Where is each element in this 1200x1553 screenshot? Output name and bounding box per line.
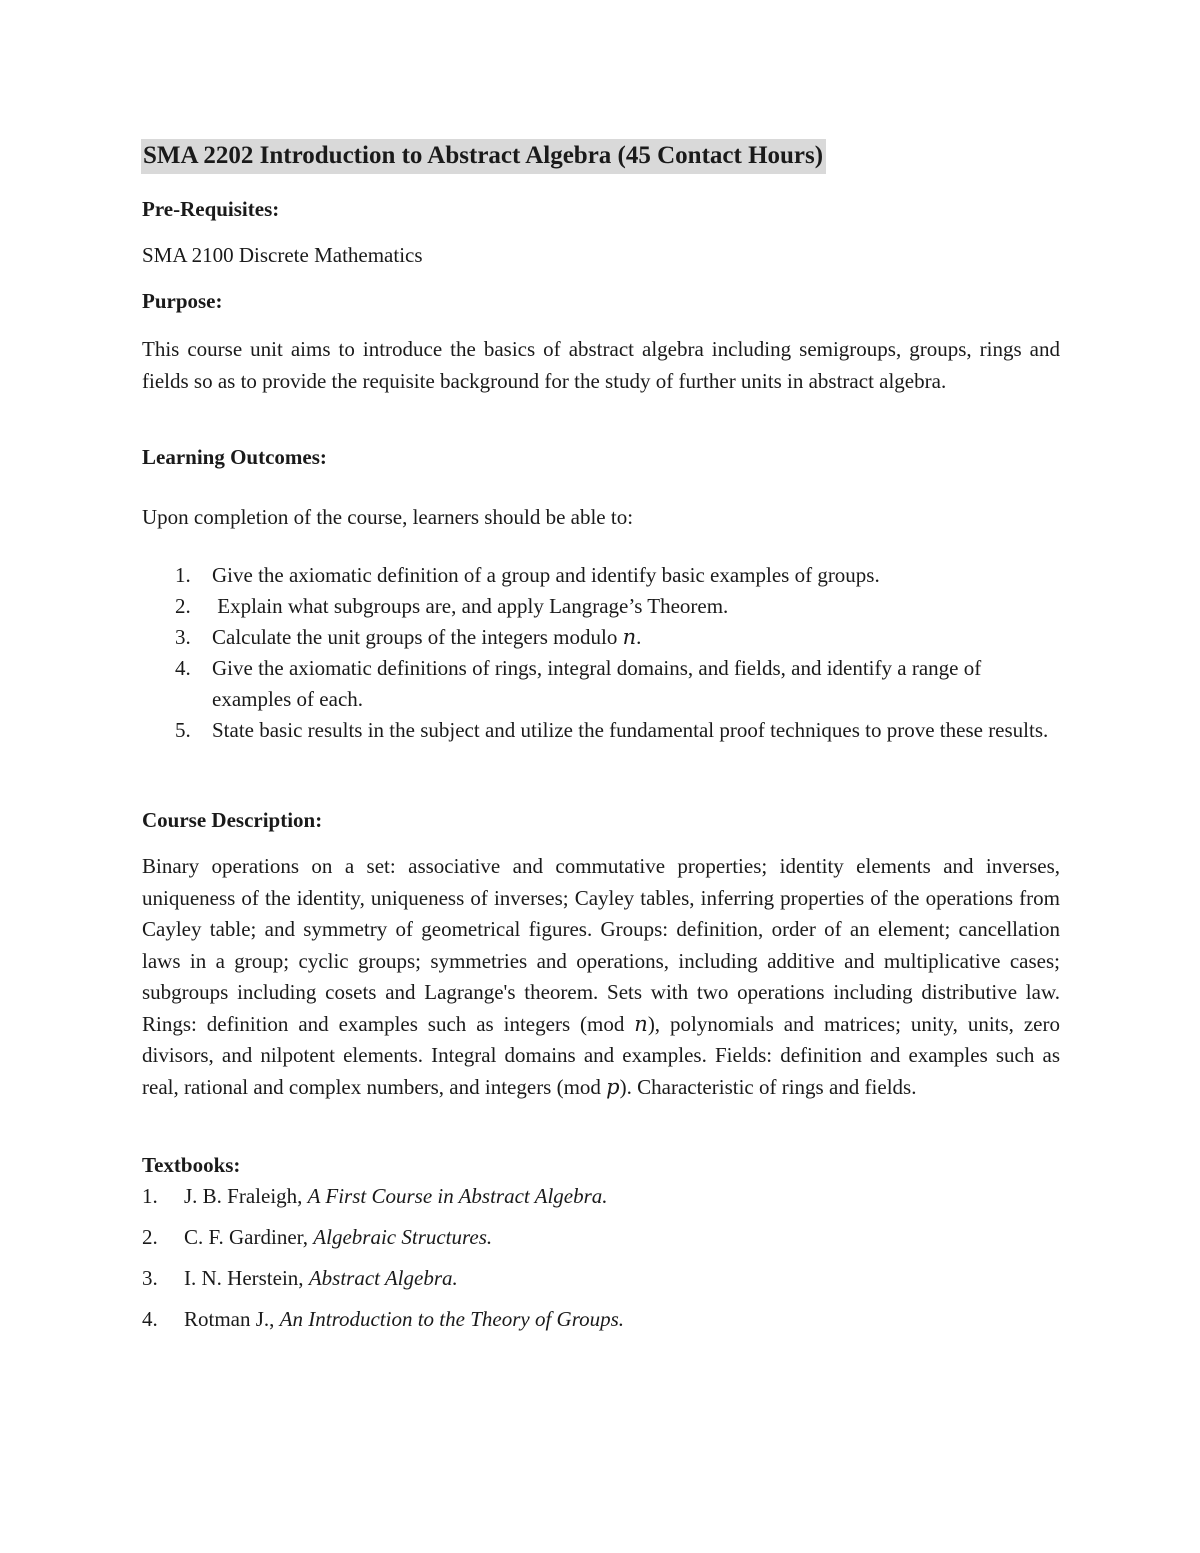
textbook-author: I. N. Herstein,: [184, 1266, 309, 1290]
textbook-author: Rotman J.,: [184, 1307, 280, 1331]
outcome-text: Give the axiomatic definitions of rings, integral domains, and fields, and identify a range of examples of each.: [212, 656, 982, 711]
textbook-title: Abstract Algebra.: [308, 1266, 458, 1290]
textbook-item: [142, 1307, 624, 1331]
outcome-number: 5.: [175, 718, 191, 742]
learning-outcomes-intro: Upon completion of the course, learners should be able to:: [142, 505, 634, 529]
prerequisites-text: SMA 2100 Discrete Mathematics: [142, 243, 423, 267]
textbook-item: [142, 1225, 492, 1249]
purpose-text: This course unit aims to introduce the basics of abstract algebra including semigroups, groups, rings and fields so as to provide the requisite background for the study of further units in abstract algebra.: [142, 337, 1060, 393]
outcome-text: State basic results in the subject and utilize the fundamental proof techniques to prove these results.: [212, 718, 1049, 742]
outcome-number: 2.: [175, 594, 191, 618]
textbook-author: C. F. Gardiner,: [184, 1225, 314, 1249]
course-description-text: Binary operations on a set: associative and commutative properties; identity elements and inverses, uniqueness of the identity, uniqueness of inverses; Cayley tables, inferring properties of the operations from Cayley table; and symmetry of geometrical figures. Groups: definition, order of an element; cancellation laws in a group; cyclic groups; symmetries and operations, including additive and multiplicative cases; subgroups including cosets and Lagrange's theorem. Sets with two operations including distributive law. Rings: definition and examples such as integers (mod 𝑛), polynomials and matrices; unity, units, zero divisors, and nilpotent elements. Integral domains and examples. Fields: definition and examples such as real, rational and complex numbers, and integers (mod 𝑝). Characteristic of rings and fields.: [142, 854, 1060, 1099]
page-title: SMA 2202 Introduction to Abstract Algebra (45 Contact Hours): [141, 139, 826, 174]
textbook-number: 1.: [142, 1184, 158, 1208]
outcome-text: Calculate the unit groups of the integers modulo 𝑛.: [212, 625, 642, 649]
outcome-item: [142, 591, 1060, 622]
textbook-item: [142, 1266, 458, 1290]
learning-outcomes-heading: Learning Outcomes:: [142, 445, 327, 469]
outcome-number: 4.: [175, 656, 191, 680]
outcome-number: 3.: [175, 625, 191, 649]
textbook-number: 2.: [142, 1225, 158, 1249]
outcome-text: Give the axiomatic definition of a group and identify basic examples of groups.: [212, 563, 880, 587]
purpose-heading: Purpose:: [142, 289, 223, 313]
textbook-title: Algebraic Structures.: [313, 1225, 493, 1249]
outcome-item: [142, 560, 1060, 591]
outcome-text: Explain what subgroups are, and apply Langrage’s Theorem.: [212, 594, 729, 618]
outcome-item: [142, 653, 1060, 715]
outcome-item: [142, 715, 1060, 746]
textbook-title: A First Course in Abstract Algebra.: [307, 1184, 608, 1208]
course-description-heading: Course Description:: [142, 808, 323, 832]
textbooks-heading: Textbooks:: [142, 1153, 241, 1177]
textbook-title: An Introduction to the Theory of Groups.: [279, 1307, 625, 1331]
prerequisites-heading: Pre-Requisites:: [142, 197, 280, 221]
textbook-number: 4.: [142, 1307, 158, 1331]
textbook-item: [142, 1184, 608, 1208]
outcome-item: [142, 622, 1060, 653]
textbook-number: 3.: [142, 1266, 158, 1290]
textbook-author: J. B. Fraleigh,: [184, 1184, 308, 1208]
outcome-number: 1.: [175, 563, 191, 587]
